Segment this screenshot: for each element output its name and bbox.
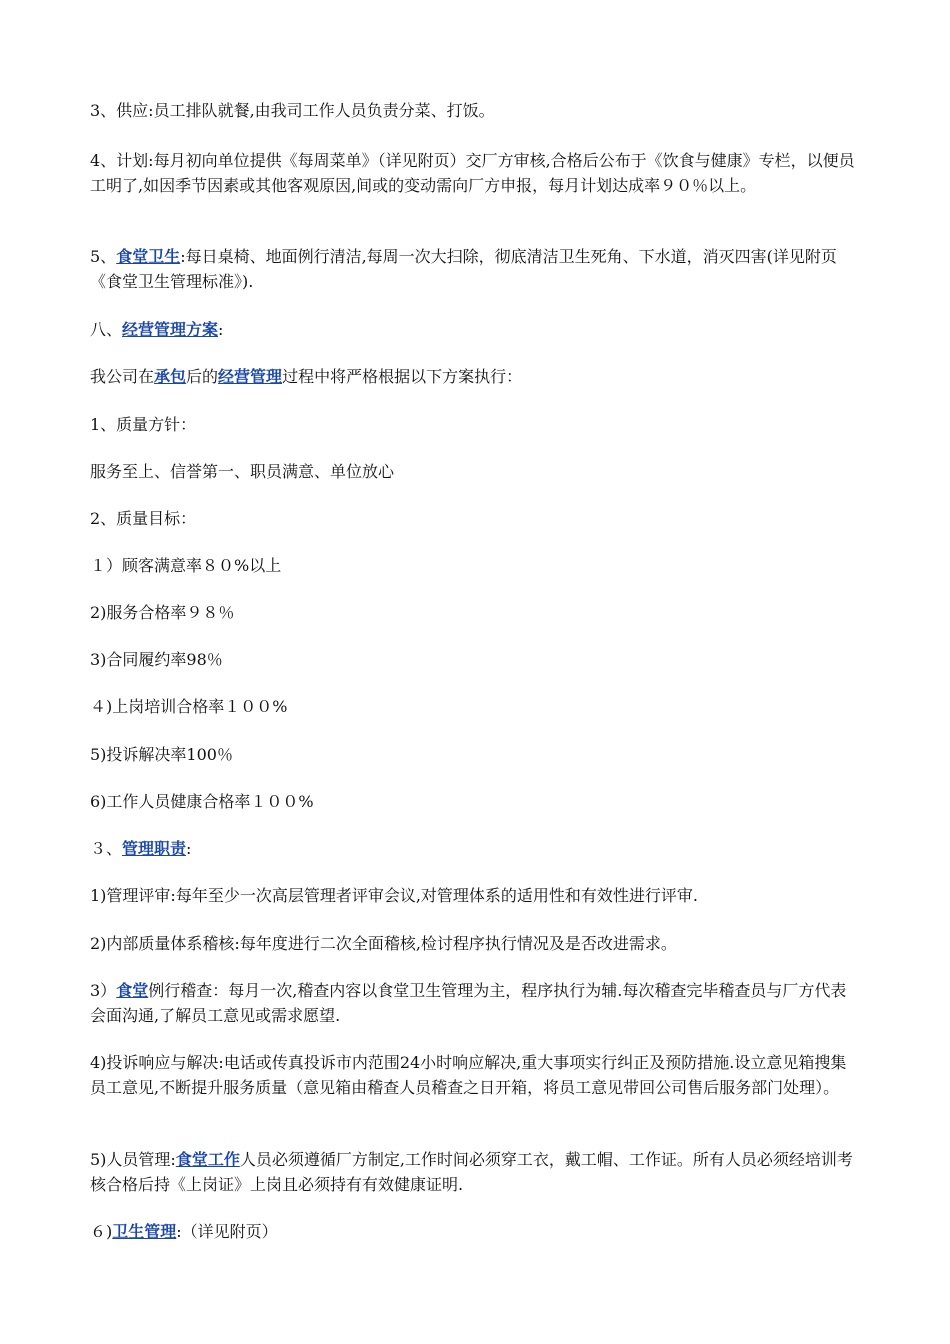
paragraph-supply: 3、供应:员工排队就餐,由我司工作人员负责分菜、打饭。 — [90, 101, 495, 120]
goal-item: ４)上岗培训合格率１００% — [90, 697, 288, 716]
heading-business-plan — [90, 317, 860, 342]
duty-item: 2)内部质量体系稽核:每年度进行二次全面稽核,检讨程序执行情况及是否改进需求。 — [90, 934, 677, 953]
goal-item: 3)合同履约率98％ — [90, 650, 223, 669]
duty-item-staff-management — [90, 1147, 860, 1197]
duty-item: 1)管理评审:每年至少一次高层管理者评审会议,对管理体系的适用性和有效性进行评审. — [90, 886, 698, 905]
goal-item: 6)工作人员健康合格率１００% — [90, 792, 314, 811]
text-suffix: : — [186, 839, 192, 858]
link-management-duties[interactable]: 管理职责 — [122, 839, 187, 858]
text-prefix: ６) — [90, 1222, 113, 1241]
paragraph-quality-policy: 服务至上、信誉第一、职员满意、单位放心 — [90, 462, 395, 481]
text-prefix: 5、 — [90, 247, 117, 266]
duty-item-complaints: 4)投诉响应与解决:电话或传真投诉市内范围24小时响应解决,重大事项实行纠正及预防措施.设立意见箱搜集员工意见,不断提升服务质量（意见箱由稽查人员稽查之日开箱，将员工意见带回公司售后服务部门处理）。 — [90, 1053, 847, 1097]
goal-item: 5)投诉解决率100％ — [90, 745, 233, 764]
text-body: :每日桌椅、地面例行清洁,每周一次大扫除，彻底清洁卫生死角、下水道，消灭四害(详见附页《食堂卫生管理标准》). — [90, 247, 837, 291]
link-contracting[interactable]: 承包 — [154, 367, 187, 386]
text-prefix: 3） — [90, 981, 117, 1000]
text-body: 人员必须遵循厂方制定,工作时间必须穿工衣，戴工帽、工作证。所有人员必须经培训考核合格后持《上岗证》上岗且必须持有有效健康证明. — [90, 1150, 853, 1194]
text-suffix: :（详见附页） — [176, 1222, 278, 1241]
text-part: 我公司在 — [90, 367, 155, 386]
text-prefix: 5)人员管理: — [90, 1150, 176, 1169]
link-canteen[interactable]: 食堂 — [116, 981, 149, 1000]
text-part: 后的 — [186, 367, 219, 386]
text-body: 例行稽查：每月一次,稽查内容以食堂卫生管理为主，程序执行为辅.每次稽查完毕稽查员与厂方代表会面沟通,了解员工意见或需求愿望. — [90, 981, 847, 1025]
paragraph-canteen-hygiene — [90, 244, 860, 294]
heading-quality-policy: 1、质量方针： — [90, 415, 197, 434]
text-prefix: ３、 — [90, 839, 123, 858]
paragraph-plan: 4、计划:每月初向单位提供《每周菜单》（详见附页）交厂方审核,合格后公布于《饮食与健康》专栏，以便员工明了,如因季节因素或其他客观原因,间或的变动需向厂方申报，每月计划达成率９０％以上。 — [90, 151, 855, 195]
goal-item: １）顾客满意率８０%以上 — [90, 556, 282, 575]
link-business-management[interactable]: 经营管理 — [218, 367, 283, 386]
text-prefix: 八、 — [90, 320, 123, 339]
duty-item-hygiene-management — [90, 1219, 860, 1244]
duty-item-canteen-inspection — [90, 978, 860, 1028]
link-canteen-hygiene[interactable]: 食堂卫生 — [116, 247, 181, 266]
link-hygiene-management[interactable]: 卫生管理 — [112, 1222, 177, 1241]
heading-quality-goals: 2、质量目标： — [90, 509, 197, 528]
heading-management-duties — [90, 836, 860, 861]
goal-item: 2)服务合格率９８％ — [90, 603, 235, 622]
link-canteen-work[interactable]: 食堂工作 — [175, 1150, 240, 1169]
paragraph-intro — [90, 364, 860, 389]
text-part: 过程中将严格根据以下方案执行： — [282, 367, 523, 386]
text-suffix: : — [218, 320, 224, 339]
link-business-plan[interactable]: 经营管理方案 — [122, 320, 219, 339]
